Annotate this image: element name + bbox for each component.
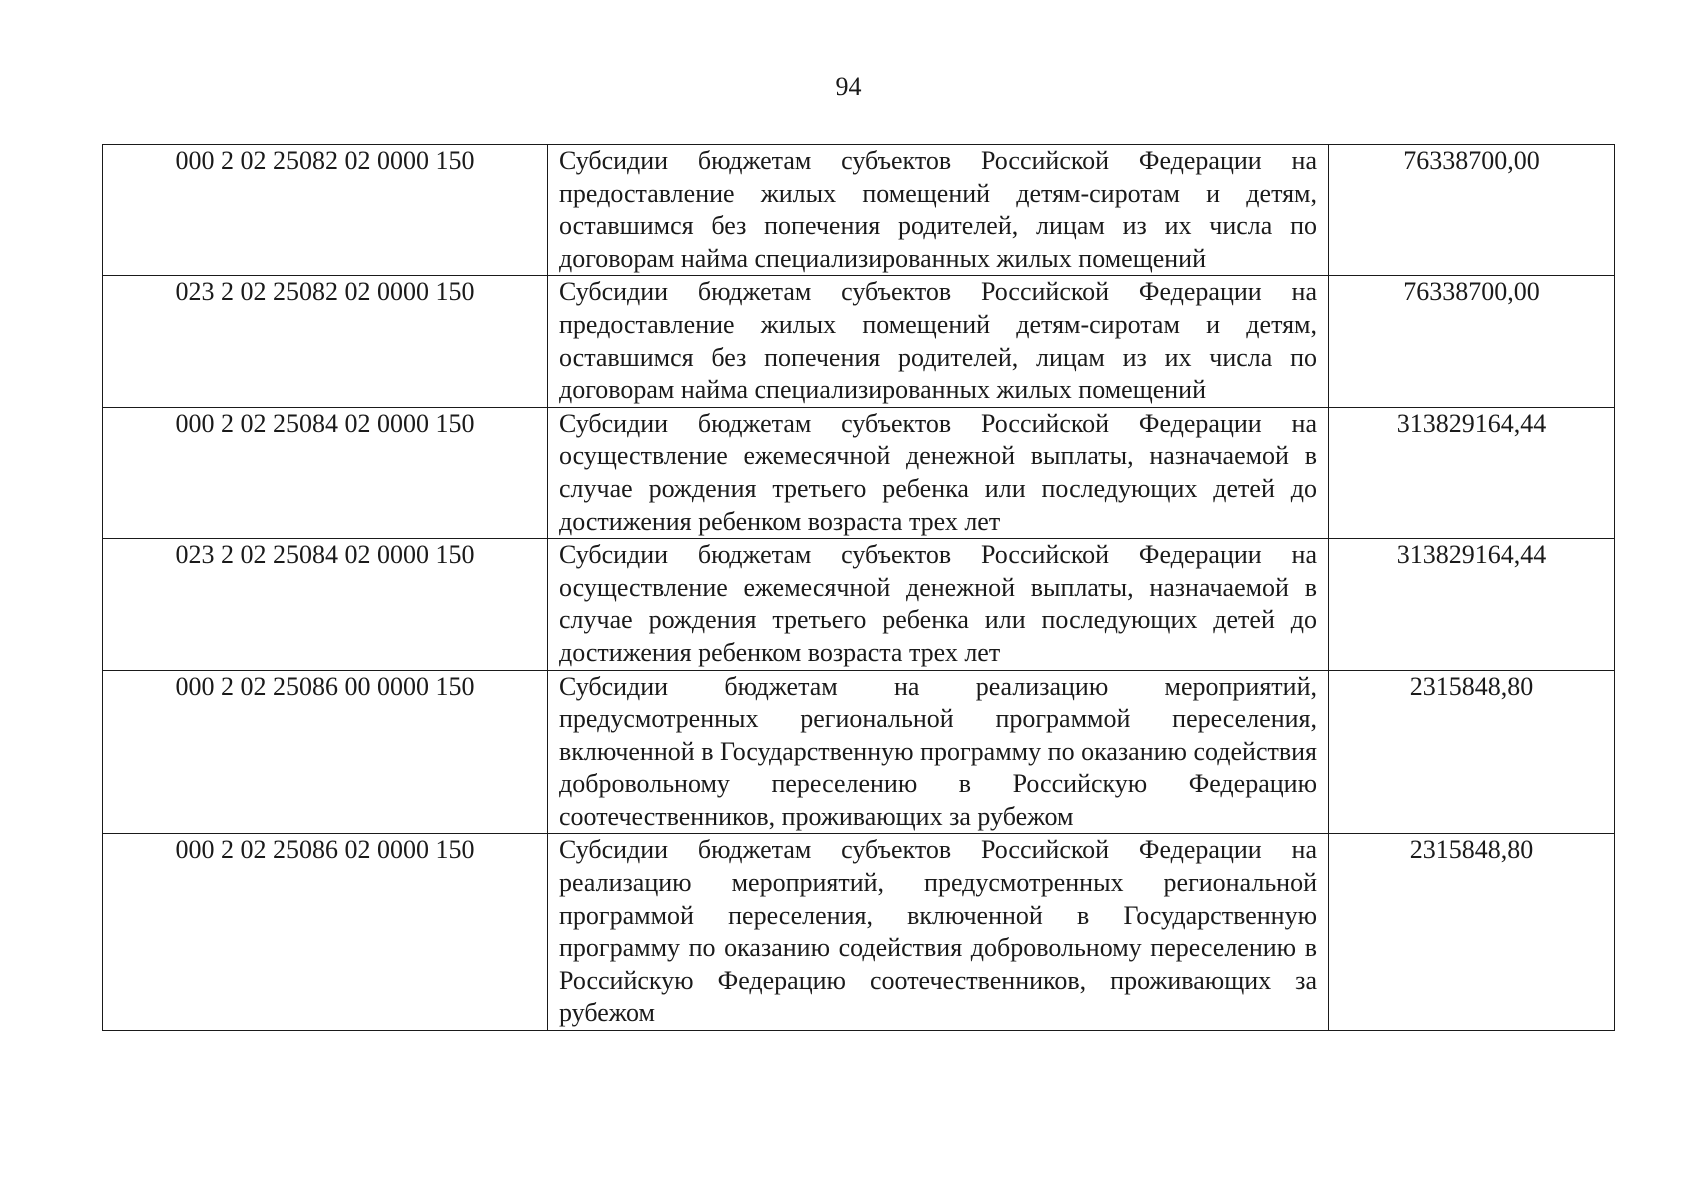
amount-cell: 76338700,00	[1329, 145, 1615, 276]
amount-cell: 2315848,80	[1329, 670, 1615, 834]
budget-code-cell: 000 2 02 25086 00 0000 150	[103, 670, 548, 834]
table-row	[103, 834, 1615, 1031]
description-cell	[548, 145, 1329, 276]
budget-code-cell: 000 2 02 25082 02 0000 150	[103, 145, 548, 276]
description-text: Субсидии бюджетам субъектов Российской Федерации на предоставление жилых помещений детям-сиротам и детям, оставшимся без попечения родителей, лицам из их числа по договорам найма специализированных жилых помещений	[559, 146, 1317, 273]
description-text: Субсидии бюджетам субъектов Российской Федерации на осуществление ежемесячной денежной выплаты, назначаемой в случае рождения третьего ребенка или последующих детей до достижения ребенком возраста трех лет	[559, 540, 1317, 667]
page-number: 94	[835, 72, 862, 101]
description-text: Субсидии бюджетам субъектов Российской Федерации на осуществление ежемесячной денежной выплаты, назначаемой в случае рождения третьего ребенка или последующих детей до достижения ребенком возраста трех лет	[559, 408, 1317, 536]
description-text: Субсидии бюджетам субъектов Российской Федерации на реализацию мероприятий, предусмотренных региональной программой переселения, включенной в Государственную программу по оказанию содействия добровольному переселению в Российскую Федерацию соотечественников, проживающих за рубежом	[559, 835, 1317, 1028]
amount-cell: 76338700,00	[1329, 276, 1615, 407]
description-cell	[548, 407, 1329, 538]
description-cell	[548, 539, 1329, 670]
budget-revenue-table	[102, 144, 1615, 1031]
table-row	[103, 670, 1615, 834]
description-text: Субсидии бюджетам на реализацию мероприятий, предусмотренных региональной программой переселения, включенной в Государственную программу по оказанию содействия добровольному переселению в Российскую Федерацию соотечественников, проживающих за рубежом	[559, 671, 1317, 831]
description-cell	[548, 276, 1329, 407]
description-cell	[548, 834, 1329, 1031]
table-row	[103, 145, 1615, 276]
description-text: Субсидии бюджетам субъектов Российской Федерации на предоставление жилых помещений детям-сиротам и детям, оставшимся без попечения родителей, лицам из их числа по договорам найма специализированных жилых помещений	[559, 277, 1317, 405]
budget-code-cell: 023 2 02 25082 02 0000 150	[103, 276, 548, 407]
amount-cell: 2315848,80	[1329, 834, 1615, 1031]
table-row	[103, 276, 1615, 407]
amount-cell: 313829164,44	[1329, 539, 1615, 670]
budget-code-cell: 000 2 02 25084 02 0000 150	[103, 407, 548, 538]
table-row	[103, 407, 1615, 538]
table-row	[103, 539, 1615, 670]
budget-code-cell: 000 2 02 25086 02 0000 150	[103, 834, 548, 1031]
amount-cell: 313829164,44	[1329, 407, 1615, 538]
description-cell	[548, 670, 1329, 834]
budget-code-cell: 023 2 02 25084 02 0000 150	[103, 539, 548, 670]
